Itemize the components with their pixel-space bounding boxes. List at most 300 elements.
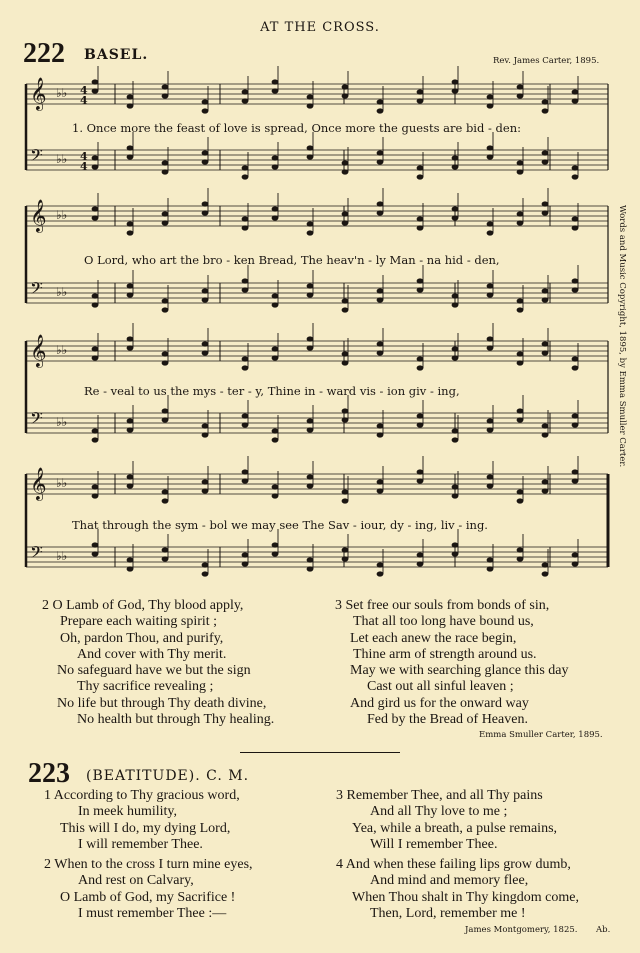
note-head	[307, 230, 314, 235]
note-head	[242, 287, 249, 292]
verse-line: 3 Remember Thee, and all Thy pains	[336, 788, 543, 803]
note-head	[92, 293, 99, 298]
note-head	[272, 155, 279, 160]
note-head	[202, 562, 209, 567]
note-head	[452, 551, 459, 556]
note-head	[92, 551, 99, 556]
note-head	[572, 478, 579, 483]
note-head	[92, 437, 99, 442]
note-head	[517, 360, 524, 365]
note-head	[487, 154, 494, 159]
verse-block-3	[335, 598, 569, 728]
note-head	[272, 346, 279, 351]
verse-line: 3 Set free our souls from bonds of sin,	[335, 598, 550, 613]
note-head	[127, 103, 134, 108]
verse-line: 4 And when these failing lips grow dumb,	[336, 857, 571, 872]
note-head	[92, 155, 99, 160]
note-head	[342, 360, 349, 365]
note-head	[162, 556, 169, 561]
note-head	[572, 278, 579, 283]
note-head	[242, 278, 249, 283]
time-signature-icon: 4	[80, 150, 88, 163]
note-head	[242, 225, 249, 230]
verse-line: Then, Lord, remember me !	[370, 905, 526, 921]
note-head	[272, 215, 279, 220]
note-head	[572, 174, 579, 179]
note-head	[307, 566, 314, 571]
note-head	[307, 418, 314, 423]
treble-clef-icon: 𝄞	[30, 334, 47, 367]
verse-line: In meek humility,	[78, 804, 178, 820]
note-head	[572, 216, 579, 221]
note-head	[542, 432, 549, 437]
note-head	[417, 552, 424, 557]
note-head	[572, 413, 579, 418]
note-head	[307, 557, 314, 562]
note-head	[272, 484, 279, 489]
note-head	[202, 210, 209, 215]
note-head	[542, 210, 549, 215]
note-head	[572, 225, 579, 230]
verse-line: No health but through Thy healing.	[77, 712, 275, 728]
note-head	[202, 288, 209, 293]
note-head	[92, 484, 99, 489]
note-head	[242, 89, 249, 94]
note-head	[487, 557, 494, 562]
note-head	[162, 169, 169, 174]
note-head	[162, 160, 169, 165]
note-head	[202, 479, 209, 484]
note-head	[572, 98, 579, 103]
lyric-line-2: O Lord, who art the bro - ken Bread, The heav'n - ly Man - na hid - den,	[84, 253, 500, 267]
verse-line: No life but through Thy death divine,	[57, 695, 267, 711]
key-signature-icon: ♭♭	[56, 86, 68, 100]
note-head	[162, 307, 169, 312]
note-head	[542, 99, 549, 104]
note-head	[342, 489, 349, 494]
note-head	[127, 345, 134, 350]
note-head	[542, 288, 549, 293]
verse-line: Yea, while a breath, a pulse remains,	[352, 820, 558, 836]
note-head	[162, 360, 169, 365]
note-head	[92, 79, 99, 84]
note-head	[487, 483, 494, 488]
note-head	[272, 206, 279, 211]
note-head	[487, 230, 494, 235]
note-head	[487, 292, 494, 297]
note-head	[242, 98, 249, 103]
verse-line: 2 When to the cross I turn mine eyes,	[44, 857, 253, 872]
note-head	[487, 283, 494, 288]
lyric-line-1: 1. Once more the feast of love is spread, Once more the guests are bid - den:	[72, 121, 521, 135]
note-head	[272, 88, 279, 93]
note-head	[342, 556, 349, 561]
note-head	[517, 417, 524, 422]
note-head	[272, 355, 279, 360]
note-head	[572, 365, 579, 370]
note-head	[517, 498, 524, 503]
note-head	[542, 350, 549, 355]
note-head	[377, 562, 384, 567]
note-head	[127, 145, 134, 150]
note-head	[92, 164, 99, 169]
note-head	[307, 292, 314, 297]
note-head	[272, 542, 279, 547]
note-head	[272, 79, 279, 84]
note-head	[202, 432, 209, 437]
verse-line: When Thou shalt in Thy kingdom come,	[352, 889, 579, 905]
note-head	[517, 169, 524, 174]
note-head	[452, 542, 459, 547]
note-head	[92, 493, 99, 498]
note-head	[452, 428, 459, 433]
note-head	[452, 206, 459, 211]
note-head	[92, 428, 99, 433]
verse-line: I will remember Thee.	[78, 836, 203, 852]
note-head	[377, 432, 384, 437]
tune-name: (BEATITUDE). C. M.	[86, 768, 250, 784]
verse-line: And all Thy love to me ;	[370, 804, 508, 820]
note-head	[377, 571, 384, 576]
note-head	[517, 160, 524, 165]
verse-line: I must remember Thee :—	[78, 905, 227, 921]
note-head	[572, 422, 579, 427]
note-head	[272, 428, 279, 433]
note-head	[162, 351, 169, 356]
note-head	[487, 566, 494, 571]
note-head	[202, 99, 209, 104]
note-head	[377, 297, 384, 302]
verse-block-2	[44, 857, 253, 922]
note-head	[417, 422, 424, 427]
note-head	[517, 547, 524, 552]
verse-line: This will I do, my dying Lord,	[60, 820, 231, 836]
note-head	[487, 418, 494, 423]
note-head	[377, 108, 384, 113]
note-head	[487, 474, 494, 479]
note-head	[127, 557, 134, 562]
page-header: AT THE CROSS.	[260, 20, 380, 35]
note-head	[487, 427, 494, 432]
note-head	[377, 350, 384, 355]
note-head	[162, 417, 169, 422]
note-head	[377, 479, 384, 484]
note-head	[127, 94, 134, 99]
note-head	[242, 469, 249, 474]
note-head	[452, 215, 459, 220]
note-head	[342, 417, 349, 422]
note-head	[417, 278, 424, 283]
note-head	[517, 298, 524, 303]
note-head	[417, 478, 424, 483]
note-head	[127, 336, 134, 341]
bass-clef-icon: 𝄢	[30, 145, 43, 169]
note-head	[487, 345, 494, 350]
note-head	[307, 483, 314, 488]
note-head	[307, 154, 314, 159]
note-head	[377, 210, 384, 215]
tune-name: BASEL.	[84, 47, 149, 63]
note-head	[572, 287, 579, 292]
verse-line: Cast out all sinful leaven ;	[367, 679, 514, 695]
verse-line: O Lamb of God, my Sacrifice !	[60, 889, 236, 905]
note-head	[342, 408, 349, 413]
note-head	[342, 351, 349, 356]
note-head	[242, 478, 249, 483]
bass-clef-icon: 𝄢	[30, 278, 43, 302]
note-head	[92, 215, 99, 220]
note-head	[307, 345, 314, 350]
note-head	[342, 84, 349, 89]
note-head	[452, 155, 459, 160]
note-head	[417, 165, 424, 170]
note-head	[202, 488, 209, 493]
key-signature-icon: ♭♭	[56, 549, 68, 563]
section-divider	[240, 752, 400, 753]
note-head	[342, 93, 349, 98]
note-head	[417, 561, 424, 566]
note-head	[272, 302, 279, 307]
note-head	[307, 221, 314, 226]
note-head	[452, 355, 459, 360]
note-head	[452, 346, 459, 351]
note-head	[162, 408, 169, 413]
words-credit: Rev. James Carter, 1895.	[493, 56, 600, 66]
note-head	[342, 298, 349, 303]
verse-line: Oh, pardon Thou, and purify,	[60, 630, 224, 646]
note-head	[542, 159, 549, 164]
note-head	[127, 427, 134, 432]
note-head	[242, 174, 249, 179]
note-head	[307, 336, 314, 341]
note-head	[162, 547, 169, 552]
note-head	[572, 165, 579, 170]
note-head	[452, 484, 459, 489]
note-head	[517, 307, 524, 312]
note-head	[272, 293, 279, 298]
note-head	[452, 302, 459, 307]
lyric-line-4: That through the sym - bol we may see The Sav - iour, dy - ing, liv - ing.	[72, 518, 488, 532]
note-head	[127, 292, 134, 297]
note-head	[307, 283, 314, 288]
verse-line: No safeguard have we but the sign	[57, 663, 251, 679]
note-head	[542, 150, 549, 155]
note-head	[127, 474, 134, 479]
note-head	[92, 346, 99, 351]
verse-line: Let each anew the race begin,	[350, 630, 517, 646]
bass-clef-icon: 𝄢	[30, 542, 43, 566]
note-head	[342, 211, 349, 216]
note-head	[127, 154, 134, 159]
note-head	[517, 351, 524, 356]
verse-line: May we with searching glance this day	[350, 663, 569, 679]
note-head	[417, 174, 424, 179]
verse-line: That all too long have bound us,	[353, 614, 534, 630]
key-signature-icon: ♭♭	[56, 152, 68, 166]
note-head	[92, 88, 99, 93]
note-head	[272, 551, 279, 556]
note-head	[452, 493, 459, 498]
key-signature-icon: ♭♭	[56, 415, 68, 429]
verse-block-4	[336, 857, 579, 922]
note-head	[202, 159, 209, 164]
note-head	[572, 89, 579, 94]
note-head	[202, 201, 209, 206]
note-head	[127, 230, 134, 235]
hymn-number: 223	[28, 758, 70, 789]
note-head	[517, 84, 524, 89]
key-signature-icon: ♭♭	[56, 343, 68, 357]
note-head	[92, 302, 99, 307]
note-head	[417, 413, 424, 418]
time-signature-icon: 4	[80, 84, 88, 97]
note-head	[92, 206, 99, 211]
note-head	[487, 221, 494, 226]
bass-clef-icon: 𝄢	[30, 408, 43, 432]
note-head	[517, 93, 524, 98]
note-head	[162, 298, 169, 303]
key-signature-icon: ♭♭	[56, 476, 68, 490]
note-head	[202, 150, 209, 155]
note-head	[377, 201, 384, 206]
note-head	[452, 79, 459, 84]
note-head	[127, 483, 134, 488]
note-head	[517, 489, 524, 494]
note-head	[127, 418, 134, 423]
key-signature-icon: ♭♭	[56, 208, 68, 222]
note-head	[417, 287, 424, 292]
note-head	[162, 93, 169, 98]
note-head	[307, 94, 314, 99]
note-head	[377, 423, 384, 428]
copyright-side-text: Words and Music Copyright, 1895, by Emma Smuller Carter.	[617, 205, 627, 468]
treble-clef-icon: 𝄞	[30, 199, 47, 232]
verse-line: Prepare each waiting spirit ;	[60, 614, 218, 630]
key-signature-icon: ♭♭	[56, 285, 68, 299]
note-head	[202, 297, 209, 302]
verse-line: 2 O Lamb of God, Thy blood apply,	[42, 598, 244, 613]
note-head	[162, 489, 169, 494]
verse-line: And mind and memory flee,	[370, 873, 529, 889]
note-head	[517, 211, 524, 216]
note-head	[342, 220, 349, 225]
tune-credit: Ab.	[596, 925, 611, 935]
note-head	[342, 160, 349, 165]
note-head	[242, 561, 249, 566]
note-head	[127, 566, 134, 571]
verse-block-3	[336, 788, 557, 853]
note-head	[417, 469, 424, 474]
note-head	[242, 365, 249, 370]
note-head	[272, 437, 279, 442]
note-head	[417, 356, 424, 361]
note-head	[162, 84, 169, 89]
hymn-number: 222	[23, 38, 65, 69]
verse-line: And gird us for the onward way	[350, 695, 529, 711]
note-head	[92, 542, 99, 547]
note-head	[377, 159, 384, 164]
note-head	[542, 108, 549, 113]
note-head	[487, 145, 494, 150]
note-head	[202, 423, 209, 428]
verse-line: Fed by the Bread of Heaven.	[367, 712, 528, 728]
note-head	[542, 479, 549, 484]
note-head	[542, 571, 549, 576]
note-head	[377, 341, 384, 346]
note-head	[342, 169, 349, 174]
lyric-line-3: Re - veal to us the mys - ter - y, Thine in - ward vis - ion giv - ing,	[84, 384, 460, 398]
note-head	[517, 408, 524, 413]
verse-line: 1 According to Thy gracious word,	[44, 788, 240, 803]
note-head	[452, 293, 459, 298]
note-head	[487, 94, 494, 99]
note-head	[542, 201, 549, 206]
time-signature-icon: 4	[80, 160, 88, 173]
note-head	[242, 356, 249, 361]
note-head	[242, 552, 249, 557]
note-head	[542, 562, 549, 567]
note-head	[307, 474, 314, 479]
treble-clef-icon: 𝄞	[30, 77, 47, 110]
note-head	[307, 427, 314, 432]
note-head	[417, 216, 424, 221]
verse-line: And rest on Calvary,	[78, 873, 194, 889]
note-head	[377, 150, 384, 155]
note-head	[342, 307, 349, 312]
note-head	[377, 288, 384, 293]
note-head	[127, 283, 134, 288]
note-head	[202, 108, 209, 113]
note-head	[162, 498, 169, 503]
note-head	[242, 165, 249, 170]
verse-line: Will I remember Thee.	[370, 836, 498, 852]
verse-author-credit: Emma Smuller Carter, 1895.	[479, 730, 603, 740]
note-head	[572, 561, 579, 566]
note-head	[417, 89, 424, 94]
note-head	[272, 164, 279, 169]
verse-block-2	[42, 598, 274, 728]
note-head	[377, 99, 384, 104]
note-head	[242, 216, 249, 221]
note-head	[572, 469, 579, 474]
note-head	[572, 552, 579, 557]
note-head	[202, 341, 209, 346]
verse-line: Thine arm of strength around us.	[353, 646, 537, 662]
note-head	[572, 356, 579, 361]
verse-line: Thy sacrifice revealing ;	[77, 679, 214, 695]
note-head	[487, 336, 494, 341]
note-head	[542, 423, 549, 428]
verse-block-1	[44, 788, 240, 853]
note-head	[272, 493, 279, 498]
note-head	[542, 341, 549, 346]
note-head	[517, 220, 524, 225]
note-head	[162, 211, 169, 216]
note-head	[417, 365, 424, 370]
note-head	[342, 547, 349, 552]
note-head	[377, 488, 384, 493]
hymn-author-credit: James Montgomery, 1825.	[465, 925, 578, 935]
note-head	[452, 437, 459, 442]
note-head	[307, 145, 314, 150]
note-head	[307, 103, 314, 108]
note-head	[242, 413, 249, 418]
note-head	[202, 571, 209, 576]
note-head	[542, 488, 549, 493]
note-head	[202, 350, 209, 355]
note-head	[487, 103, 494, 108]
note-head	[517, 556, 524, 561]
